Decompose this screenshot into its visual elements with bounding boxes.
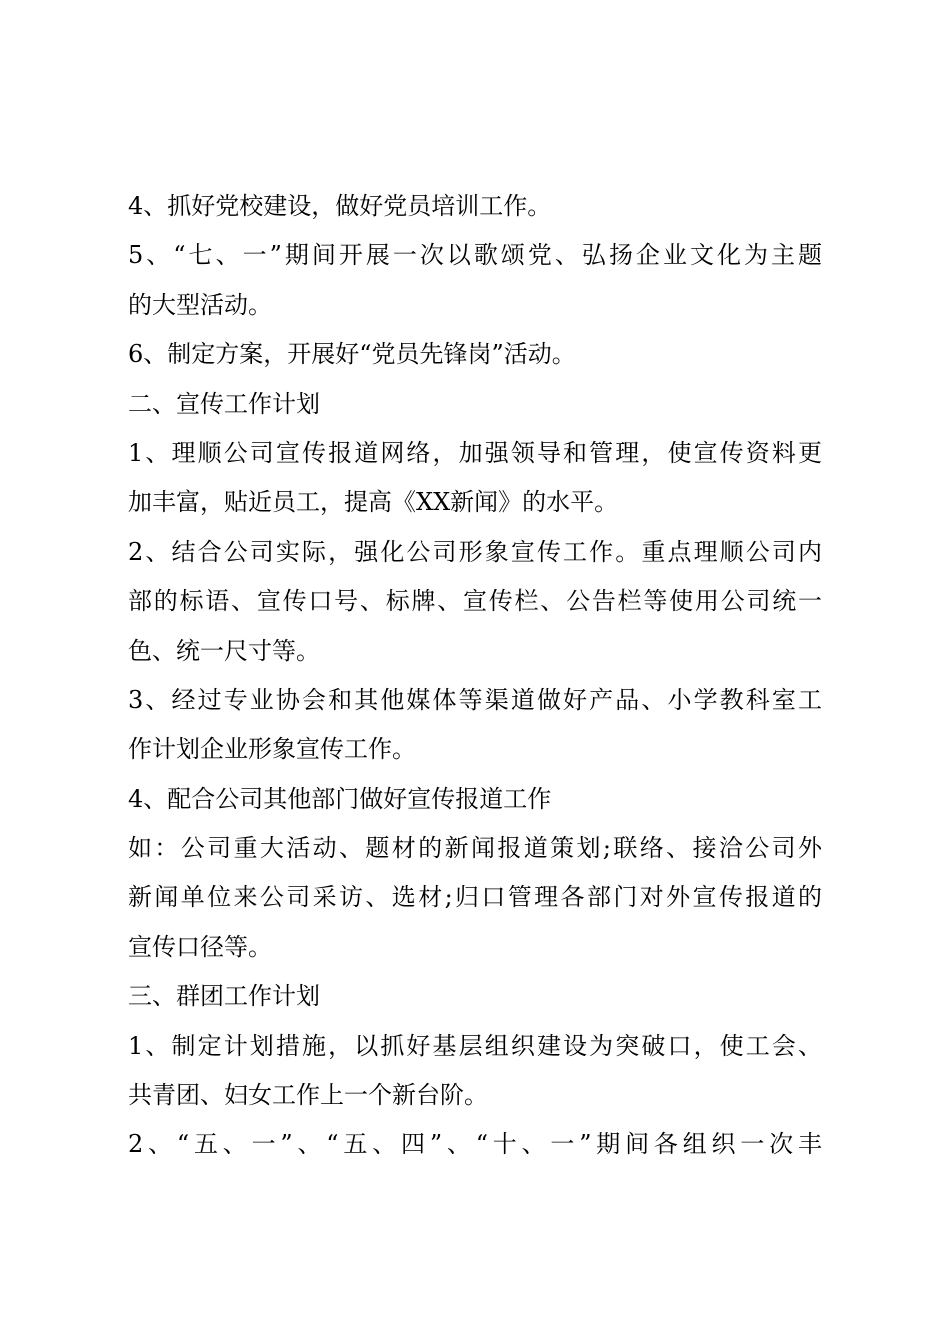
mass-item-1-line-2: 共青团、妇女工作上一个新台阶。 — [128, 1081, 488, 1110]
party-item-5-line-2: 的大型活动。 — [128, 290, 272, 319]
publicity-item-1-line-2: 加丰富，贴近员工，提高《XX新闻》的水平。 — [128, 488, 619, 517]
publicity-item-3-line-1: 3、经过专业协会和其他媒体等渠道做好产品、小学教科室工 — [128, 685, 822, 714]
section-heading-mass-organizations: 三、群团工作计划 — [128, 982, 320, 1011]
publicity-item-2-line-2: 部的标语、宣传口号、标牌、宣传栏、公告栏等使用公司统一 — [128, 587, 822, 616]
publicity-item-2-line-3: 色、统一尺寸等。 — [128, 636, 320, 665]
publicity-item-3-line-2: 作计划企业形象宣传工作。 — [128, 735, 416, 764]
party-item-6: 6、制定方案，开展好“党员先锋岗”活动。 — [128, 340, 576, 369]
publicity-item-4-detail-line-2: 新闻单位来公司采访、选材;归口管理各部门对外宣传报道的 — [128, 883, 822, 912]
mass-item-1-line-1: 1、制定计划措施，以抓好基层组织建设为突破口，使工会、 — [128, 1031, 822, 1060]
publicity-item-2-line-1: 2、结合公司实际，强化公司形象宣传工作。重点理顺公司内 — [128, 537, 822, 566]
party-item-5-line-1: 5、“七、一”期间开展一次以歌颂党、弘扬企业文化为主题 — [128, 241, 822, 270]
document-body — [128, 182, 822, 1170]
publicity-item-4-detail-line-3: 宣传口径等。 — [128, 932, 272, 961]
section-heading-publicity: 二、宣传工作计划 — [128, 389, 320, 418]
publicity-item-4-detail-line-1: 如：公司重大活动、题材的新闻报道策划;联络、接洽公司外 — [128, 834, 822, 863]
mass-item-2-line-1: 2、“五、一”、“五、四”、“十、一”期间各组织一次丰 — [128, 1130, 822, 1159]
party-item-4: 4、抓好党校建设，做好党员培训工作。 — [128, 192, 552, 220]
publicity-item-1-line-1: 1、理顺公司宣传报道网络，加强领导和管理，使宣传资料更 — [128, 438, 822, 467]
publicity-item-4: 4、配合公司其他部门做好宣传报道工作 — [128, 784, 552, 813]
